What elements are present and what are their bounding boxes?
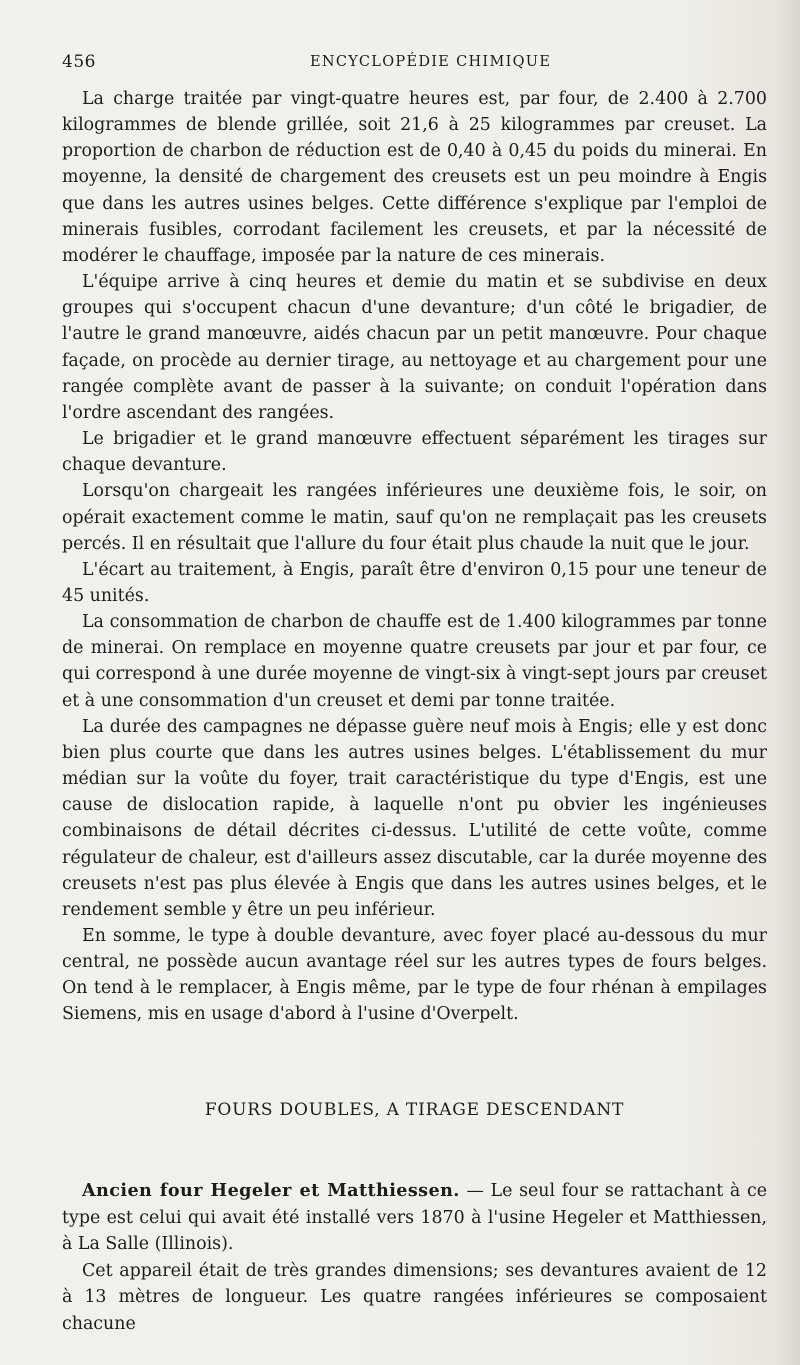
- subsection-heading: Ancien four Hegeler et Matthiessen.: [82, 1180, 460, 1201]
- page-number: 456: [62, 52, 96, 72]
- paragraph: Le brigadier et le grand manœuvre effectuent séparément les tirages sur chaque devanture.: [62, 429, 767, 476]
- paragraph: En somme, le type à double devanture, avec foyer placé au-dessous du mur central, ne possède aucun avantage réel sur les autres types de fours belges. On tend à le remplacer, à Engis même, par le type de four rhénan à empilages Siemens, mis en usage d'abord à l'usine d'Overpelt.: [62, 926, 767, 1025]
- running-head: ENCYCLOPÉDIE CHIMIQUE: [310, 54, 552, 70]
- paragraph: La durée des campagnes ne dépasse guère neuf mois à Engis; elle y est donc bien plus courte que dans les autres usines belges. L'établissement du mur médian sur la voûte du foyer, trait caractéristique du type d'Engis, est une cause de dislocation rapide, à laquelle n'ont pu obvier les ingénieuses combinaisons de détail décrites ci-dessus. L'utilité de cette voûte, comme régulateur de chaleur, est d'ailleurs assez discutable, car la durée moyenne des creusets n'est pas plus élevée à Engis que dans les autres usines belges, et le rendement semble y être un peu inférieur.: [62, 716, 767, 920]
- main-text: [62, 86, 767, 1028]
- subsection-intro: [62, 1178, 767, 1258]
- paragraph: La consommation de charbon de chauffe est de 1.400 kilogrammes par tonne de minerai. On remplace en moyenne quatre creusets par jour et par four, ce qui correspond à une durée moyenne de vingt-six à vingt-sept jours par creuset et à une consommation d'un creuset et demi par tonne traitée.: [62, 612, 767, 711]
- paragraph: La charge traitée par vingt-quatre heures est, par four, de 2.400 à 2.700 kilogrammes de blende grillée, soit 21,6 à 25 kilogrammes par creuset. La proportion de charbon de réduction est de 0,40 à 0,45 du poids du minerai. En moyenne, la densité de chargement des creusets est un peu moindre à Engis que dans les autres usines belges. Cette différence s'explique par l'emploi de minerais fusibles, corrodant facilement les creusets, et par la nécessité de modérer le chauffage, imposée par la nature de ces minerais.: [62, 89, 767, 266]
- section-title: FOURS DOUBLES, A TIRAGE DESCENDANT: [204, 1100, 625, 1120]
- subsection-intro-text: Le seul four se rattachant à ce type est celui qui avait été installé vers 1870 à l'usine Hegeler et Matthiessen, à La Salle (Illinois).: [62, 1181, 767, 1254]
- subsection-text: [62, 1178, 767, 1337]
- paragraph: Cet appareil était de très grandes dimensions; ses devantures avaient de 12 à 13 mètres de longueur. Les quatre rangées inférieures se composaient chacune: [62, 1260, 767, 1334]
- page-header: [62, 52, 762, 78]
- page-gutter-shadow: [774, 0, 800, 1365]
- paragraph: Lorsqu'on chargeait les rangées inférieures une deuxième fois, le soir, on opérait exactement comme le matin, sauf qu'on ne remplaçait pas les creusets percés. Il en résultait que l'allure du four était plus chaude la nuit que le jour.: [62, 481, 767, 554]
- paragraph: L'écart au traitement, à Engis, paraît être d'environ 0,15 pour une teneur de 45 unités.: [62, 559, 767, 606]
- heading-separator: —: [459, 1181, 491, 1201]
- paragraph: L'équipe arrive à cinq heures et demie du matin et se subdivise en deux groupes qui s'occupent chacun d'une devanture; d'un côté le brigadier, de l'autre le grand manœuvre, aidés chacun par un petit manœuvre. Pour chaque façade, on procède au dernier tirage, au nettoyage et au chargement pour une rangée complète avant de passer à la suivante; on conduit l'opération dans l'ordre ascendant des rangées.: [62, 272, 767, 423]
